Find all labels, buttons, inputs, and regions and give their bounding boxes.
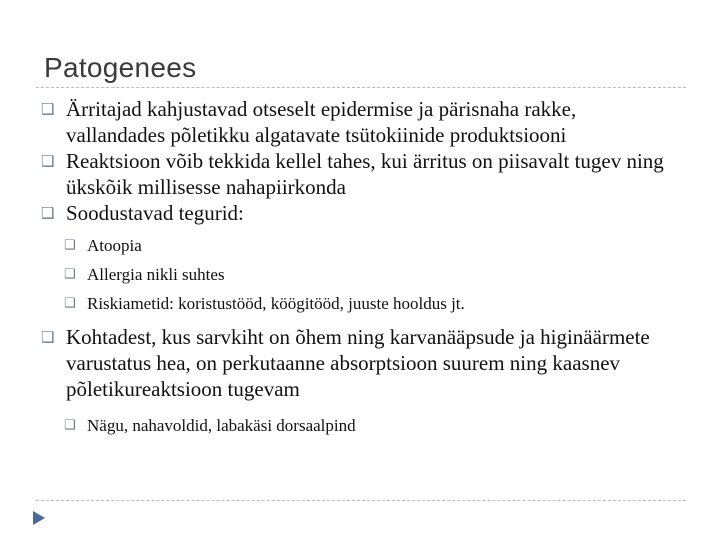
footer-divider [36,500,686,501]
checkbox-bullet-icon: ❑ [64,267,76,282]
next-slide-arrow-icon[interactable] [30,509,48,527]
checkbox-bullet-icon: ❑ [41,100,55,118]
bullet-text: Soodustavad tegurid: [66,201,244,225]
sub-bullet-list [40,411,680,440]
checkbox-bullet-icon: ❑ [64,238,76,253]
title-divider [36,87,686,88]
sub-bullet-item [40,411,680,440]
bullet-text: Kohtadest, kus sarvkiht on õhem ning karvanääpsude ja higinäärmete varustatus hea, on perkutaanne absorptsioon suurem ning kaasnev põletikureaktsioon tugevam [66,325,650,401]
bullet-item [40,324,680,402]
bullet-item [40,96,680,148]
bullet-text: Reaktsioon võib tekkida kellel tahes, kui ärritus on piisavalt tugev ning ükskõik millisesse nahapiirkonda [66,149,664,199]
sub-bullet-text: Atoopia [87,236,142,255]
checkbox-bullet-icon: ❑ [41,152,55,170]
checkbox-bullet-icon: ❑ [64,296,76,311]
bullet-item [40,148,680,200]
sub-bullet-text: Nägu, nahavoldid, labakäsi dorsaalpind [87,416,356,435]
checkbox-bullet-icon: ❑ [64,418,76,433]
sub-bullet-item [40,231,680,260]
sub-bullet-text: Riskiametid: koristustööd, köögitööd, juuste hooldus jt. [87,294,465,313]
sub-bullet-item [40,289,680,318]
slide-content [40,96,680,440]
bullet-item [40,200,680,226]
sub-bullet-list [40,231,680,318]
checkbox-bullet-icon: ❑ [41,328,55,346]
slide-title: Patogenees [44,52,197,83]
checkbox-bullet-icon: ❑ [41,204,55,222]
bullet-text: Ärritajad kahjustavad otseselt epidermise ja pärisnaha rakke, vallandades põletikku algatavate tsütokiinide produktsiooni [66,97,577,147]
sub-bullet-item [40,260,680,289]
sub-bullet-text: Allergia nikli suhtes [87,265,225,284]
